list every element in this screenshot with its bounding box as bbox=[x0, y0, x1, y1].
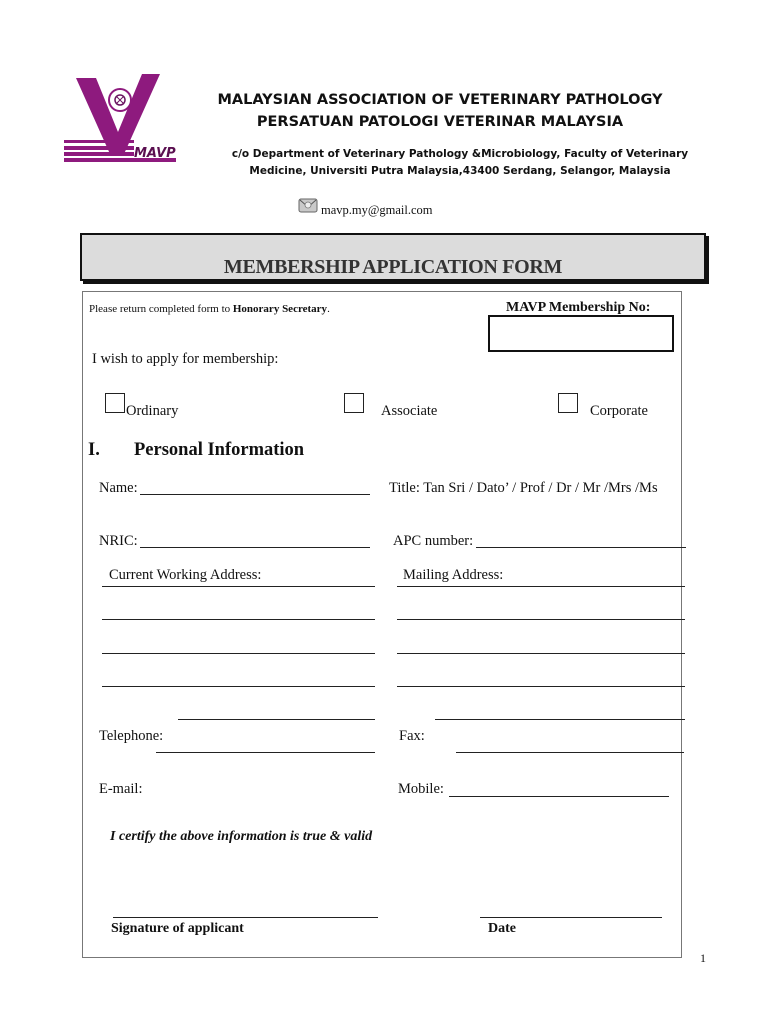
working-address-line-1[interactable] bbox=[102, 586, 375, 587]
logo-text: MAVP bbox=[134, 146, 176, 161]
section-number: I. bbox=[88, 440, 100, 460]
ordinary-label: Ordinary bbox=[126, 403, 179, 419]
mobile-label: Mobile: bbox=[398, 781, 444, 797]
mailing-address-line-5[interactable] bbox=[435, 719, 685, 720]
contact-email[interactable]: mavp.my@gmail.com bbox=[321, 203, 433, 217]
membership-no-label: MAVP Membership No: bbox=[506, 300, 651, 315]
mailing-address-line-4[interactable] bbox=[397, 686, 685, 687]
ordinary-checkbox[interactable] bbox=[105, 393, 125, 413]
mobile-field[interactable] bbox=[449, 796, 669, 797]
certify-statement: I certify the above information is true & valid bbox=[110, 829, 373, 844]
working-address-line-5[interactable] bbox=[178, 719, 375, 720]
mailing-address-line-1[interactable] bbox=[397, 586, 685, 587]
working-address-line-2[interactable] bbox=[102, 619, 375, 620]
page-number: 1 bbox=[700, 951, 706, 965]
address-line-2: Medicine, Universiti Putra Malaysia,43400 Serdang, Selangor, Malaysia bbox=[249, 165, 671, 177]
signature-field[interactable] bbox=[113, 917, 378, 918]
form-title: MEMBERSHIP APPLICATION FORM bbox=[223, 256, 563, 278]
working-address-line-3[interactable] bbox=[102, 653, 375, 654]
corporate-checkbox[interactable] bbox=[558, 393, 578, 413]
mailing-address-label: Mailing Address: bbox=[403, 567, 504, 583]
apply-label: I wish to apply for membership: bbox=[92, 351, 279, 367]
date-field[interactable] bbox=[480, 917, 662, 918]
associate-label: Associate bbox=[381, 403, 438, 419]
org-name-en: MALAYSIAN ASSOCIATION OF VETERINARY PATHOLOGY bbox=[217, 92, 663, 108]
instructions-suffix: . bbox=[327, 303, 330, 315]
nric-field[interactable] bbox=[140, 547, 370, 548]
name-field[interactable] bbox=[140, 494, 370, 495]
associate-checkbox[interactable] bbox=[344, 393, 364, 413]
instructions-recipient: Honorary Secretary bbox=[232, 303, 328, 315]
title-label: Title: Tan Sri / Dato’ / Prof / Dr / Mr /Mrs /Ms bbox=[389, 480, 658, 496]
return-instructions bbox=[89, 303, 330, 315]
working-address-line-4[interactable] bbox=[102, 686, 375, 687]
fax-field[interactable] bbox=[456, 752, 684, 753]
name-label: Name: bbox=[99, 480, 138, 496]
apc-field[interactable] bbox=[476, 547, 686, 548]
email-label: E-mail: bbox=[99, 781, 143, 797]
form-border bbox=[82, 291, 682, 958]
fax-label: Fax: bbox=[399, 728, 425, 744]
section-title: Personal Information bbox=[134, 440, 305, 460]
org-name-ms: PERSATUAN PATOLOGI VETERINAR MALAYSIA bbox=[256, 114, 624, 130]
nric-label: NRIC: bbox=[99, 533, 138, 549]
signature-label: Signature of applicant bbox=[111, 921, 244, 936]
address-line-1: c/o Department of Veterinary Pathology &Microbiology, Faculty of Veterinary bbox=[231, 148, 689, 160]
mailing-address-line-2[interactable] bbox=[397, 619, 685, 620]
apc-label: APC number: bbox=[393, 533, 474, 549]
working-address-label: Current Working Address: bbox=[109, 567, 262, 583]
membership-no-box[interactable] bbox=[488, 315, 674, 352]
envelope-icon bbox=[298, 196, 318, 214]
instructions-prefix: Please return completed form to bbox=[89, 303, 233, 315]
telephone-field[interactable] bbox=[156, 752, 375, 753]
telephone-label: Telephone: bbox=[99, 728, 164, 744]
mailing-address-line-3[interactable] bbox=[397, 653, 685, 654]
date-label: Date bbox=[488, 921, 516, 936]
corporate-label: Corporate bbox=[590, 403, 648, 419]
